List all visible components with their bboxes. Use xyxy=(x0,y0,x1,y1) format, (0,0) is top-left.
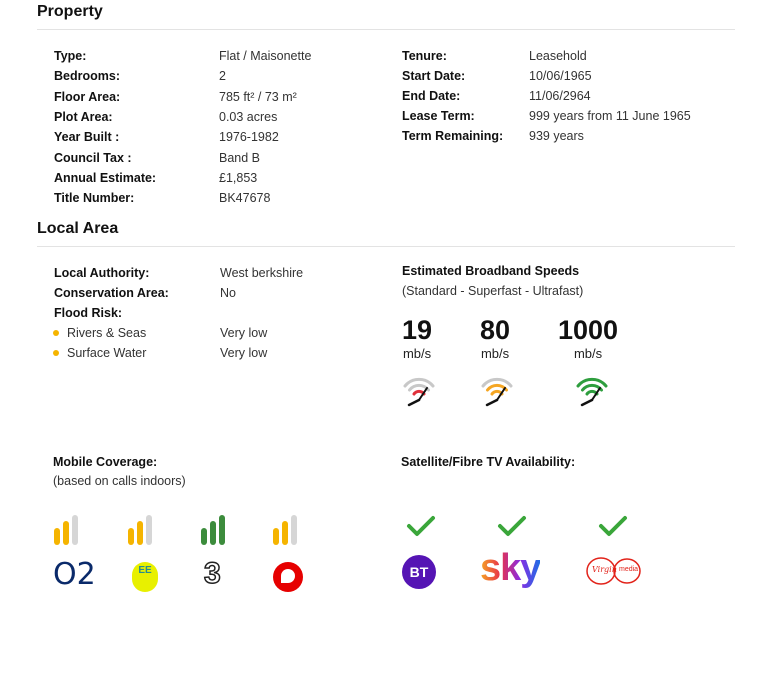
speed-item xyxy=(558,316,618,361)
tenure-label: Term Remaining: xyxy=(402,129,504,143)
available-check-icon xyxy=(497,514,527,538)
flood-risk-label: Surface Water xyxy=(67,346,147,360)
tenure-label: Lease Term: xyxy=(402,109,475,123)
available-check-icon xyxy=(406,514,436,538)
tenure-value: 11/06/2964 xyxy=(529,89,591,103)
signal-bar xyxy=(210,521,216,545)
local-area-label: Conservation Area: xyxy=(54,286,169,300)
ee-logo: EE xyxy=(132,562,158,592)
property-divider xyxy=(37,29,735,30)
flood-risk-value: Very low xyxy=(220,346,268,360)
signal-bar xyxy=(63,521,69,545)
property-label: Floor Area: xyxy=(54,89,121,104)
tv-availability-title: Satellite/Fibre TV Availability: xyxy=(401,455,576,469)
property-label: Bedrooms: xyxy=(54,69,120,84)
available-check-icon xyxy=(598,514,628,538)
broadband-title: Estimated Broadband Speeds xyxy=(402,264,580,278)
property-label: Annual Estimate: xyxy=(54,170,157,185)
property-value: 0.03 acres xyxy=(219,109,278,124)
local-area-value: No xyxy=(220,286,236,300)
signal-bars-icon xyxy=(128,515,160,545)
signal-bar xyxy=(137,521,143,545)
bullet-icon xyxy=(53,330,59,336)
o2-logo-text: O2 xyxy=(53,557,96,592)
broadband-subtitle: (Standard - Superfast - Ultrafast) xyxy=(402,284,584,298)
signal-bar xyxy=(54,528,60,545)
property-label: Plot Area: xyxy=(54,109,113,124)
speed-item xyxy=(480,316,510,361)
property-value: Flat / Maisonette xyxy=(219,49,312,63)
tenure-value: Leasehold xyxy=(529,49,587,63)
property-value: 785 ft² / 73 m² xyxy=(219,89,297,104)
property-value: 2 xyxy=(219,69,226,84)
property-section-title: Property xyxy=(37,3,103,20)
flood-risk-value: Very low xyxy=(220,326,268,340)
signal-bars-icon xyxy=(54,515,86,545)
signal-bar xyxy=(282,521,288,545)
sky-logo: sky xyxy=(480,547,541,589)
signal-bar xyxy=(128,528,134,545)
signal-bars-icon xyxy=(201,515,233,545)
property-value: 1976-1982 xyxy=(219,130,279,145)
tenure-label: Start Date: xyxy=(402,69,466,83)
ultrafast-speed-icon xyxy=(574,374,610,408)
bullet-icon xyxy=(53,350,59,356)
tenure-label: End Date: xyxy=(402,89,461,103)
signal-bar xyxy=(219,515,225,545)
speed-value: 1000 xyxy=(558,315,619,345)
tenure-value: 10/06/1965 xyxy=(529,69,592,83)
property-value: £1,853 xyxy=(219,170,258,185)
local-area-section-title: Local Area xyxy=(37,220,119,237)
property-value: Band B xyxy=(219,150,261,165)
property-value: BK47678 xyxy=(219,191,271,206)
property-label: Council Tax : xyxy=(54,150,132,165)
signal-bar xyxy=(273,528,279,545)
superfast-speed-icon xyxy=(479,374,515,408)
speed-unit: mb/s xyxy=(573,346,603,361)
property-label: Type: xyxy=(54,49,87,63)
three-logo: 3 xyxy=(204,557,221,590)
speed-unit: mb/s xyxy=(480,346,510,361)
virgin-media-logo xyxy=(585,556,641,586)
local-area-value: West berkshire xyxy=(220,266,304,280)
flood-risk-label: Rivers & Seas xyxy=(67,326,147,340)
speed-item xyxy=(402,316,432,361)
mobile-coverage-subtitle: (based on calls indoors) xyxy=(53,474,186,488)
local-area-label: Flood Risk: xyxy=(54,306,123,320)
flood-risk-item xyxy=(53,324,146,342)
property-label: Title Number: xyxy=(54,191,135,206)
signal-bar xyxy=(201,528,207,545)
speed-value: 19 xyxy=(402,315,433,345)
flood-risk-item xyxy=(53,344,146,362)
media-logo-text: media xyxy=(619,566,639,573)
bt-logo: BT xyxy=(402,555,436,589)
tenure-value: 939 years xyxy=(529,129,584,143)
tenure-value: 999 years from 11 June 1965 xyxy=(529,109,691,123)
local-area-divider xyxy=(37,246,735,247)
property-label: Year Built : xyxy=(54,130,120,145)
signal-bar xyxy=(146,515,152,545)
vodafone-logo xyxy=(273,562,303,592)
speed-unit: mb/s xyxy=(402,346,432,361)
o2-logo xyxy=(53,558,96,592)
standard-speed-icon xyxy=(401,374,437,408)
tenure-label: Tenure: xyxy=(402,49,447,63)
speed-value: 80 xyxy=(480,315,511,345)
mobile-coverage-title: Mobile Coverage: xyxy=(53,455,158,469)
signal-bar xyxy=(291,515,297,545)
signal-bars-icon xyxy=(273,515,305,545)
local-area-label: Local Authority: xyxy=(54,266,150,280)
signal-bar xyxy=(72,515,78,545)
vodafone-speechmark-icon xyxy=(281,569,295,583)
virgin-logo-text: Virgin xyxy=(592,565,617,574)
